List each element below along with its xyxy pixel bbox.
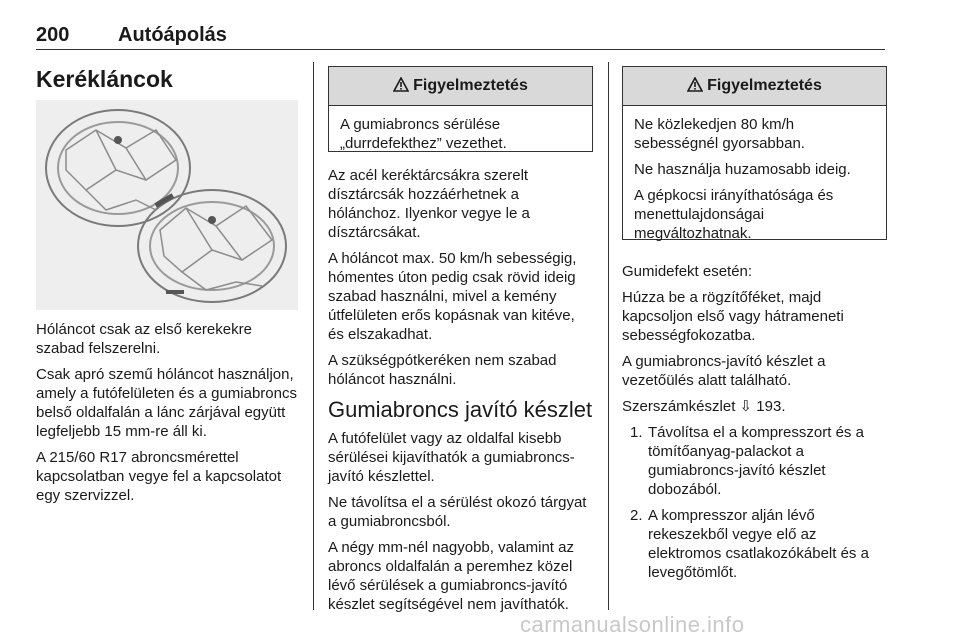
page-reference: [622, 397, 887, 416]
warning-header: [623, 67, 886, 106]
reference-label: Szerszámkészlet: [622, 398, 736, 415]
column-2: [328, 166, 593, 621]
section-heading: Gumiabroncs javító készlet: [328, 397, 593, 422]
paragraph: A szükségpótkeréken nem szabad hóláncot használni.: [328, 352, 557, 388]
paragraph: A futófelület vagy az oldalfal kisebb sérülései kijavíthatók a gumiabroncs-javító készlettel.: [328, 430, 575, 485]
warning-title: Figyelmeztetés: [707, 77, 822, 94]
watermark: carmanualsonline.info: [520, 612, 745, 637]
page-reference-arrow-icon: ⇩: [739, 398, 753, 415]
paragraph: Hóláncot csak az első kerekekre szabad felszerelni.: [36, 321, 252, 357]
paragraph: Húzza be a rögzítőféket, majd kapcsoljon első vagy hátrameneti sebességfokozatba.: [622, 289, 844, 344]
column-3: [622, 262, 887, 589]
warning-text: A gumiabroncs sérülése „durrdefekthez” vezethet.: [340, 116, 507, 152]
paragraph: A négy mm-nél nagyobb, valamint az abroncs oldalfalán a peremhez közel lévő sérülések a gumiabroncs-javító készlet segítségével nem javíthatók.: [328, 539, 574, 613]
list-item: [622, 506, 887, 582]
step-number: 1.: [630, 424, 643, 441]
paragraph: A hóláncot max. 50 km/h sebességig, hómentes úton pedig csak rövid ideig szabad használni, mivel a kemény útfelületen erős kopásnak van kitéve, és elszakadhat.: [328, 250, 577, 343]
paragraph: Ne távolítsa el a sérülést okozó tárgyat a gumiabroncsból.: [328, 494, 587, 530]
paragraph: Gumidefekt esetén:: [622, 263, 753, 280]
column-1: [36, 320, 301, 512]
warning-title: Figyelmeztetés: [413, 77, 528, 94]
warning-triangle-icon: [687, 77, 703, 96]
paragraph: Csak apró szemű hóláncot használjon, amely a futófelületen és a gumiabroncs belső oldalfalán a lánc zárjával együtt legfeljebb 15 mm-re áll ki.: [36, 366, 297, 440]
warning-text: Ne használja huzamosabb ideig.: [634, 161, 851, 178]
chapter-title: Autóápolás: [118, 24, 227, 46]
warning-triangle-icon: [393, 77, 409, 96]
snow-chains-icon: [36, 100, 298, 310]
warning-box: [622, 66, 887, 240]
step-text: Távolítsa el a kompresszort és a tömítőanyag-palackot a gumiabroncs-javító készlet dobozából.: [648, 424, 864, 498]
steps-list: [622, 423, 887, 582]
page-number: 200: [36, 24, 70, 46]
section-title: Kerékláncok: [36, 66, 173, 92]
header-divider: [36, 49, 885, 50]
column-divider: [313, 62, 314, 610]
warning-text: Ne közlekedjen 80 km/h sebességnél gyorsabban.: [634, 116, 805, 152]
paragraph: Az acél keréktárcsákra szerelt dísztárcsák hozzáérhetnek a hólánchoz. Ilyenkor vegye le a dísztárcsákat.: [328, 167, 530, 241]
paragraph: A 215/60 R17 abroncsmérettel kapcsolatban vegye fel a kapcsolatot egy szervizzel.: [36, 449, 282, 504]
list-item: [622, 423, 887, 499]
warning-header: [329, 67, 592, 106]
snow-chains-illustration: [36, 100, 298, 310]
column-divider: [608, 62, 609, 610]
warning-box: [328, 66, 593, 152]
reference-page[interactable]: 193.: [756, 398, 786, 415]
step-text: A kompresszor alján lévő rekeszekből vegye elő az elektromos csatlakozókábelt és a levegőtömlőt.: [648, 507, 869, 581]
step-number: 2.: [630, 507, 643, 524]
warning-text: A gépkocsi irányíthatósága és menettulajdonságai megváltozhatnak.: [634, 187, 834, 242]
paragraph: A gumiabroncs-javító készlet a vezetőülés alatt található.: [622, 353, 826, 389]
